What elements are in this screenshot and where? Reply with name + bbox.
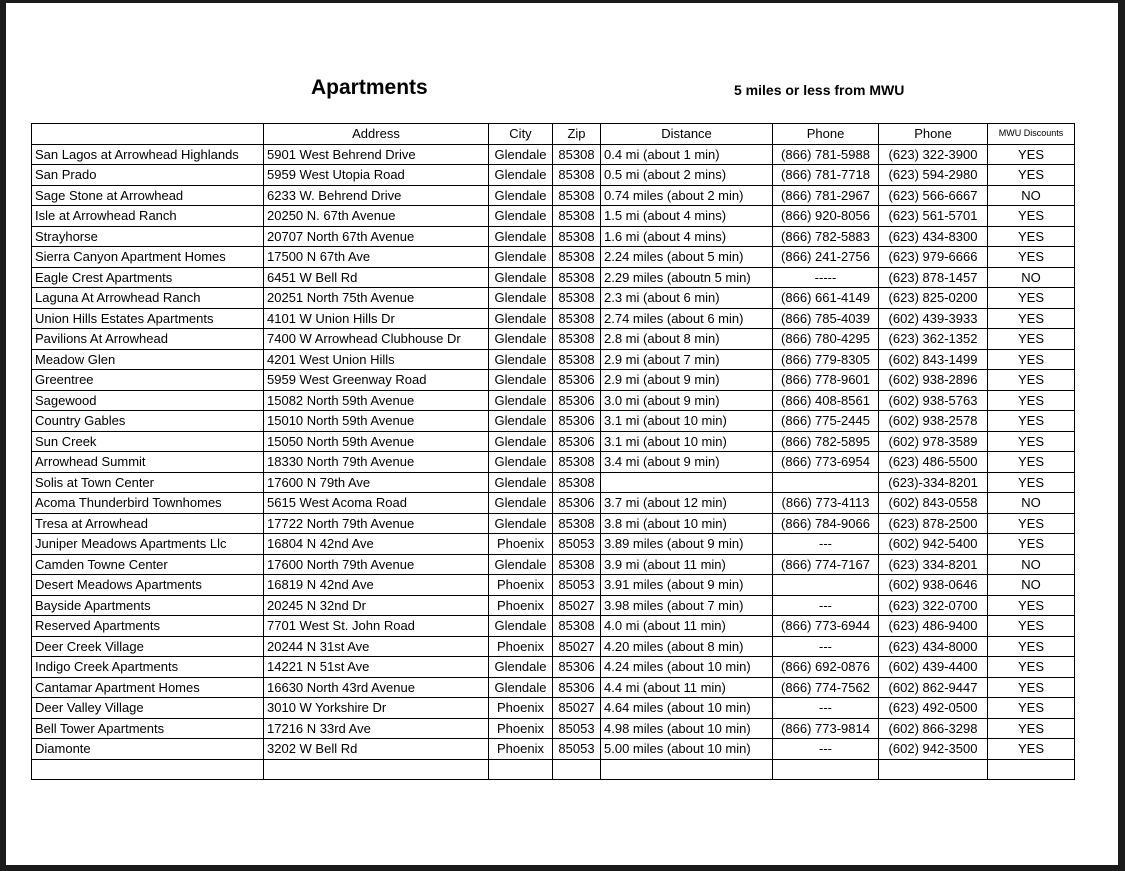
phone-2-cell: (623) 594-2980 [879, 165, 988, 186]
phone-2-cell: (623) 825-0200 [879, 288, 988, 309]
city-cell: Phoenix [489, 595, 553, 616]
table-header-row [32, 124, 1075, 145]
phone-1-cell: (866) 775-2445 [773, 411, 879, 432]
distance-cell: 4.20 miles (about 8 min) [601, 636, 773, 657]
city-cell: Glendale [489, 308, 553, 329]
phone-1-cell: --- [773, 636, 879, 657]
distance-cell [601, 759, 773, 780]
distance-cell: 0.74 miles (about 2 min) [601, 185, 773, 206]
phone-2-cell: (623) 362-1352 [879, 329, 988, 350]
phone-1-cell: (866) 781-2967 [773, 185, 879, 206]
city-cell: Glendale [489, 206, 553, 227]
phone-1-cell: (866) 778-9601 [773, 370, 879, 391]
apartments-table [31, 123, 1075, 780]
column-header-phone-1: Phone [773, 124, 879, 145]
table-row [32, 718, 1075, 739]
table-row [32, 554, 1075, 575]
apartment-name-cell: San Lagos at Arrowhead Highlands [32, 144, 264, 165]
phone-1-cell: (866) 782-5895 [773, 431, 879, 452]
zip-cell: 85308 [553, 329, 601, 350]
apartment-name-cell: Union Hills Estates Apartments [32, 308, 264, 329]
address-cell: 20250 N. 67th Avenue [264, 206, 489, 227]
city-cell: Glendale [489, 452, 553, 473]
phone-2-cell: (602) 938-2896 [879, 370, 988, 391]
phone-1-cell: (866) 779-8305 [773, 349, 879, 370]
column-header-city: City [489, 124, 553, 145]
apartment-name-cell: Pavilions At Arrowhead [32, 329, 264, 350]
mwu-discount-cell: YES [988, 595, 1075, 616]
phone-2-cell: (623) 561-5701 [879, 206, 988, 227]
zip-cell: 85308 [553, 247, 601, 268]
distance-cell: 5.00 miles (about 10 min) [601, 739, 773, 760]
phone-2-cell: (623) 878-1457 [879, 267, 988, 288]
table-row [32, 534, 1075, 555]
mwu-discount-cell: YES [988, 370, 1075, 391]
phone-2-cell: (602) 942-5400 [879, 534, 988, 555]
phone-1-cell: (866) 774-7562 [773, 677, 879, 698]
address-cell: 4101 W Union Hills Dr [264, 308, 489, 329]
phone-2-cell: (602) 843-0558 [879, 493, 988, 514]
phone-2-cell: (623) 566-6667 [879, 185, 988, 206]
apartment-name-cell: Sun Creek [32, 431, 264, 452]
apartment-name-cell: Strayhorse [32, 226, 264, 247]
phone-1-cell: (866) 781-5988 [773, 144, 879, 165]
distance-cell: 3.91 miles (about 9 min) [601, 575, 773, 596]
apartment-name-cell [32, 759, 264, 780]
distance-cell: 2.29 miles (aboutn 5 min) [601, 267, 773, 288]
distance-cell: 4.0 mi (about 11 min) [601, 616, 773, 637]
city-cell: Glendale [489, 493, 553, 514]
table-row [32, 144, 1075, 165]
apartment-name-cell: Laguna At Arrowhead Ranch [32, 288, 264, 309]
mwu-discount-cell: NO [988, 575, 1075, 596]
table-row [32, 308, 1075, 329]
apartment-name-cell: Eagle Crest Apartments [32, 267, 264, 288]
city-cell: Phoenix [489, 636, 553, 657]
mwu-discount-cell: YES [988, 288, 1075, 309]
phone-1-cell: (866) 782-5883 [773, 226, 879, 247]
table-row [32, 165, 1075, 186]
zip-cell: 85308 [553, 616, 601, 637]
zip-cell: 85053 [553, 739, 601, 760]
city-cell: Phoenix [489, 718, 553, 739]
address-cell: 17500 N 67th Ave [264, 247, 489, 268]
phone-2-cell [879, 759, 988, 780]
distance-cell: 3.98 miles (about 7 min) [601, 595, 773, 616]
address-cell: 5959 West Utopia Road [264, 165, 489, 186]
distance-cell: 4.4 mi (about 11 min) [601, 677, 773, 698]
city-cell: Glendale [489, 472, 553, 493]
distance-cell: 0.4 mi (about 1 min) [601, 144, 773, 165]
mwu-discount-cell: YES [988, 165, 1075, 186]
column-header-address: Address [264, 124, 489, 145]
table-row [32, 206, 1075, 227]
mwu-discount-cell: YES [988, 513, 1075, 534]
city-cell: Glendale [489, 329, 553, 350]
phone-2-cell: (623) 434-8300 [879, 226, 988, 247]
address-cell: 17722 North 79th Avenue [264, 513, 489, 534]
zip-cell: 85308 [553, 513, 601, 534]
zip-cell: 85308 [553, 206, 601, 227]
mwu-discount-cell [988, 759, 1075, 780]
zip-cell: 85308 [553, 226, 601, 247]
table-body [32, 144, 1075, 780]
table-row [32, 739, 1075, 760]
apartment-name-cell: Juniper Meadows Apartments Llc [32, 534, 264, 555]
zip-cell: 85306 [553, 411, 601, 432]
city-cell: Phoenix [489, 534, 553, 555]
apartment-name-cell: Bayside Apartments [32, 595, 264, 616]
address-cell: 7400 W Arrowhead Clubhouse Dr [264, 329, 489, 350]
phone-2-cell: (623) 486-5500 [879, 452, 988, 473]
address-cell: 5615 West Acoma Road [264, 493, 489, 514]
city-cell: Glendale [489, 513, 553, 534]
address-cell: 4201 West Union Hills [264, 349, 489, 370]
phone-1-cell: (866) 781-7718 [773, 165, 879, 186]
city-cell: Glendale [489, 349, 553, 370]
phone-2-cell: (623) 334-8201 [879, 554, 988, 575]
phone-1-cell: --- [773, 534, 879, 555]
phone-1-cell: (866) 408-8561 [773, 390, 879, 411]
address-cell: 18330 North 79th Avenue [264, 452, 489, 473]
address-cell: 6451 W Bell Rd [264, 267, 489, 288]
zip-cell: 85027 [553, 636, 601, 657]
table-row [32, 390, 1075, 411]
table-row [32, 185, 1075, 206]
zip-cell: 85306 [553, 431, 601, 452]
address-cell: 14221 N 51st Ave [264, 657, 489, 678]
address-cell: 20245 N 32nd Dr [264, 595, 489, 616]
city-cell: Glendale [489, 267, 553, 288]
table-row [32, 472, 1075, 493]
document-page [6, 3, 1118, 865]
table-row [32, 247, 1075, 268]
phone-1-cell: --- [773, 698, 879, 719]
address-cell [264, 759, 489, 780]
table-row [32, 452, 1075, 473]
city-cell: Glendale [489, 431, 553, 452]
column-header-distance: Distance [601, 124, 773, 145]
apartment-name-cell: Reserved Apartments [32, 616, 264, 637]
city-cell: Glendale [489, 288, 553, 309]
zip-cell: 85027 [553, 595, 601, 616]
city-cell [489, 759, 553, 780]
phone-2-cell: (623) 492-0500 [879, 698, 988, 719]
zip-cell: 85306 [553, 370, 601, 391]
phone-1-cell [773, 472, 879, 493]
phone-1-cell: (866) 661-4149 [773, 288, 879, 309]
distance-cell: 0.5 mi (about 2 mins) [601, 165, 773, 186]
phone-2-cell: (602) 439-4400 [879, 657, 988, 678]
city-cell: Glendale [489, 390, 553, 411]
distance-cell: 4.98 miles (about 10 min) [601, 718, 773, 739]
phone-1-cell: (866) 774-7167 [773, 554, 879, 575]
distance-cell: 3.1 mi (about 10 min) [601, 431, 773, 452]
address-cell: 6233 W. Behrend Drive [264, 185, 489, 206]
phone-1-cell: (866) 780-4295 [773, 329, 879, 350]
address-cell: 20707 North 67th Avenue [264, 226, 489, 247]
city-cell: Glendale [489, 616, 553, 637]
distance-cell: 2.9 mi (about 9 min) [601, 370, 773, 391]
table-row [32, 698, 1075, 719]
apartment-name-cell: Bell Tower Apartments [32, 718, 264, 739]
city-cell: Glendale [489, 677, 553, 698]
mwu-discount-cell: YES [988, 616, 1075, 637]
city-cell: Phoenix [489, 575, 553, 596]
column-header-name [32, 124, 264, 145]
phone-2-cell: (623)-334-8201 [879, 472, 988, 493]
table-row [32, 657, 1075, 678]
phone-2-cell: (602) 978-3589 [879, 431, 988, 452]
phone-2-cell: (602) 866-3298 [879, 718, 988, 739]
city-cell: Glendale [489, 370, 553, 391]
apartment-name-cell: Greentree [32, 370, 264, 391]
table-row [32, 370, 1075, 391]
apartment-name-cell: Indigo Creek Apartments [32, 657, 264, 678]
table-row [32, 329, 1075, 350]
distance-cell: 3.1 mi (about 10 min) [601, 411, 773, 432]
zip-cell: 85308 [553, 288, 601, 309]
phone-2-cell: (602) 843-1499 [879, 349, 988, 370]
apartment-name-cell: Solis at Town Center [32, 472, 264, 493]
apartment-name-cell: Acoma Thunderbird Townhomes [32, 493, 264, 514]
apartment-name-cell: Sierra Canyon Apartment Homes [32, 247, 264, 268]
mwu-discount-cell: YES [988, 657, 1075, 678]
mwu-discount-cell: YES [988, 206, 1075, 227]
column-header-phone-2: Phone [879, 124, 988, 145]
distance-cell: 3.89 miles (about 9 min) [601, 534, 773, 555]
phone-2-cell: (602) 938-2578 [879, 411, 988, 432]
table-row [32, 349, 1075, 370]
city-cell: Glendale [489, 554, 553, 575]
city-cell: Glendale [489, 165, 553, 186]
table-row [32, 616, 1075, 637]
zip-cell: 85053 [553, 718, 601, 739]
mwu-discount-cell: NO [988, 267, 1075, 288]
phone-2-cell: (623) 878-2500 [879, 513, 988, 534]
mwu-discount-cell: YES [988, 452, 1075, 473]
distance-cell: 2.3 mi (about 6 min) [601, 288, 773, 309]
city-cell: Glendale [489, 411, 553, 432]
zip-cell: 85306 [553, 657, 601, 678]
address-cell: 5959 West Greenway Road [264, 370, 489, 391]
phone-2-cell: (623) 322-3900 [879, 144, 988, 165]
zip-cell: 85308 [553, 349, 601, 370]
table-row [32, 411, 1075, 432]
zip-cell: 85308 [553, 452, 601, 473]
phone-1-cell: (866) 773-9814 [773, 718, 879, 739]
phone-1-cell [773, 575, 879, 596]
distance-cell: 4.64 miles (about 10 min) [601, 698, 773, 719]
zip-cell: 85308 [553, 267, 601, 288]
apartment-name-cell: Deer Creek Village [32, 636, 264, 657]
zip-cell: 85306 [553, 390, 601, 411]
distance-cell: 1.5 mi (about 4 mins) [601, 206, 773, 227]
mwu-discount-cell: YES [988, 739, 1075, 760]
apartment-name-cell: Meadow Glen [32, 349, 264, 370]
table-row [32, 636, 1075, 657]
distance-cell: 4.24 miles (about 10 min) [601, 657, 773, 678]
table-row [32, 493, 1075, 514]
phone-1-cell: (866) 241-2756 [773, 247, 879, 268]
zip-cell: 85306 [553, 677, 601, 698]
zip-cell: 85308 [553, 472, 601, 493]
distance-cell: 3.9 mi (about 11 min) [601, 554, 773, 575]
phone-1-cell: --- [773, 595, 879, 616]
address-cell: 15082 North 59th Avenue [264, 390, 489, 411]
phone-1-cell: (866) 785-4039 [773, 308, 879, 329]
table-row [32, 595, 1075, 616]
city-cell: Glendale [489, 226, 553, 247]
apartment-name-cell: Diamonte [32, 739, 264, 760]
zip-cell: 85308 [553, 308, 601, 329]
phone-2-cell: (602) 938-5763 [879, 390, 988, 411]
zip-cell: 85053 [553, 534, 601, 555]
zip-cell: 85308 [553, 165, 601, 186]
address-cell: 20244 N 31st Ave [264, 636, 489, 657]
apartment-name-cell: Isle at Arrowhead Ranch [32, 206, 264, 227]
mwu-discount-cell: YES [988, 636, 1075, 657]
mwu-discount-cell: YES [988, 698, 1075, 719]
address-cell: 7701 West St. John Road [264, 616, 489, 637]
zip-cell: 85308 [553, 185, 601, 206]
distance-cell: 3.0 mi (about 9 min) [601, 390, 773, 411]
apartment-name-cell: Sagewood [32, 390, 264, 411]
column-header-zip: Zip [553, 124, 601, 145]
apartment-name-cell: Cantamar Apartment Homes [32, 677, 264, 698]
zip-cell [553, 759, 601, 780]
phone-2-cell: (623) 979-6666 [879, 247, 988, 268]
table-row [32, 267, 1075, 288]
phone-2-cell: (602) 439-3933 [879, 308, 988, 329]
phone-1-cell: --- [773, 739, 879, 760]
address-cell: 5901 West Behrend Drive [264, 144, 489, 165]
address-cell: 15010 North 59th Avenue [264, 411, 489, 432]
apartment-name-cell: Country Gables [32, 411, 264, 432]
phone-2-cell: (623) 322-0700 [879, 595, 988, 616]
phone-2-cell: (623) 434-8000 [879, 636, 988, 657]
column-header-mwu-discounts: MWU Discounts [988, 124, 1075, 145]
address-cell: 17216 N 33rd Ave [264, 718, 489, 739]
apartment-name-cell: Sage Stone at Arrowhead [32, 185, 264, 206]
zip-cell: 85027 [553, 698, 601, 719]
table-row [32, 575, 1075, 596]
city-cell: Glendale [489, 185, 553, 206]
phone-1-cell: (866) 692-0876 [773, 657, 879, 678]
page-title: Apartments [311, 76, 428, 99]
phone-1-cell: (866) 920-8056 [773, 206, 879, 227]
address-cell: 17600 North 79th Avenue [264, 554, 489, 575]
phone-1-cell: (866) 773-6954 [773, 452, 879, 473]
mwu-discount-cell: NO [988, 493, 1075, 514]
mwu-discount-cell: YES [988, 677, 1075, 698]
mwu-discount-cell: NO [988, 554, 1075, 575]
distance-cell: 3.8 mi (about 10 min) [601, 513, 773, 534]
distance-cell: 2.8 mi (about 8 min) [601, 329, 773, 350]
table-row [32, 226, 1075, 247]
apartment-name-cell: Arrowhead Summit [32, 452, 264, 473]
mwu-discount-cell: YES [988, 349, 1075, 370]
distance-cell: 3.4 mi (about 9 min) [601, 452, 773, 473]
address-cell: 16819 N 42nd Ave [264, 575, 489, 596]
distance-cell: 3.7 mi (about 12 min) [601, 493, 773, 514]
zip-cell: 85308 [553, 144, 601, 165]
phone-2-cell: (623) 486-9400 [879, 616, 988, 637]
mwu-discount-cell: YES [988, 144, 1075, 165]
address-cell: 17600 N 79th Ave [264, 472, 489, 493]
table-row [32, 759, 1075, 780]
mwu-discount-cell: YES [988, 534, 1075, 555]
mwu-discount-cell: NO [988, 185, 1075, 206]
mwu-discount-cell: YES [988, 411, 1075, 432]
apartment-name-cell: Deer Valley Village [32, 698, 264, 719]
city-cell: Phoenix [489, 698, 553, 719]
distance-cell: 2.9 mi (about 7 min) [601, 349, 773, 370]
table-row [32, 677, 1075, 698]
zip-cell: 85306 [553, 493, 601, 514]
address-cell: 16804 N 42nd Ave [264, 534, 489, 555]
mwu-discount-cell: YES [988, 390, 1075, 411]
table-row [32, 431, 1075, 452]
mwu-discount-cell: YES [988, 329, 1075, 350]
phone-2-cell: (602) 862-9447 [879, 677, 988, 698]
apartment-name-cell: Tresa at Arrowhead [32, 513, 264, 534]
city-cell: Glendale [489, 657, 553, 678]
distance-cell: 2.74 miles (about 6 min) [601, 308, 773, 329]
address-cell: 3202 W Bell Rd [264, 739, 489, 760]
phone-2-cell: (602) 938-0646 [879, 575, 988, 596]
phone-2-cell: (602) 942-3500 [879, 739, 988, 760]
zip-cell: 85308 [553, 554, 601, 575]
apartment-name-cell: Camden Towne Center [32, 554, 264, 575]
page-subtitle: 5 miles or less from MWU [734, 82, 905, 98]
phone-1-cell: (866) 773-4113 [773, 493, 879, 514]
city-cell: Phoenix [489, 739, 553, 760]
mwu-discount-cell: YES [988, 247, 1075, 268]
phone-1-cell [773, 759, 879, 780]
phone-1-cell: (866) 773-6944 [773, 616, 879, 637]
city-cell: Glendale [489, 144, 553, 165]
mwu-discount-cell: YES [988, 718, 1075, 739]
table-row [32, 288, 1075, 309]
city-cell: Glendale [489, 247, 553, 268]
distance-cell: 2.24 miles (about 5 min) [601, 247, 773, 268]
zip-cell: 85053 [553, 575, 601, 596]
address-cell: 15050 North 59th Avenue [264, 431, 489, 452]
address-cell: 3010 W Yorkshire Dr [264, 698, 489, 719]
mwu-discount-cell: YES [988, 308, 1075, 329]
mwu-discount-cell: YES [988, 226, 1075, 247]
phone-1-cell: (866) 784-9066 [773, 513, 879, 534]
phone-1-cell: ----- [773, 267, 879, 288]
apartment-name-cell: Desert Meadows Apartments [32, 575, 264, 596]
apartment-name-cell: San Prado [32, 165, 264, 186]
table-row [32, 513, 1075, 534]
address-cell: 20251 North 75th Avenue [264, 288, 489, 309]
mwu-discount-cell: YES [988, 472, 1075, 493]
distance-cell [601, 472, 773, 493]
distance-cell: 1.6 mi (about 4 mins) [601, 226, 773, 247]
address-cell: 16630 North 43rd Avenue [264, 677, 489, 698]
mwu-discount-cell: YES [988, 431, 1075, 452]
